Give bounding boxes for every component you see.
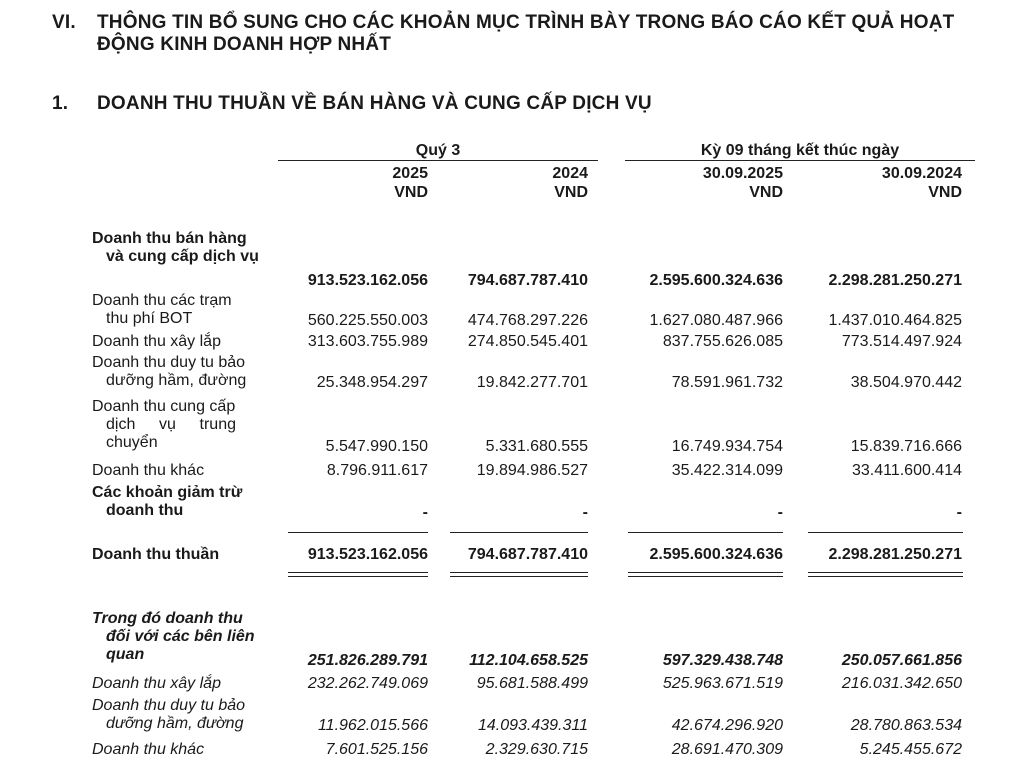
table-cell: 773.514.497.924 — [841, 333, 962, 350]
row-label — [92, 292, 282, 328]
total-double-rule — [628, 572, 783, 577]
subtotal-rule — [808, 532, 963, 533]
table-cell: 251.826.289.791 — [307, 652, 428, 669]
table-cell: 35.422.314.099 — [671, 462, 783, 479]
row-label-line: Doanh thu thuần — [92, 546, 220, 563]
table-cell: 913.523.162.056 — [307, 272, 428, 289]
total-cell: 2.595.600.324.636 — [649, 546, 783, 563]
table-cell: 837.755.626.085 — [662, 333, 783, 350]
row-label-line: đối với các bên liên quan — [106, 628, 255, 663]
row-label-line: thu phí BOT — [106, 310, 193, 327]
table-cell: 95.681.588.499 — [476, 675, 588, 692]
table-cell: 597.329.438.748 — [662, 652, 783, 669]
row-label-line: Trong đó doanh thu — [92, 610, 243, 627]
row-label-line: Doanh thu các trạm — [92, 292, 232, 309]
column-header — [258, 164, 428, 202]
table-cell: 14.093.439.311 — [477, 717, 588, 734]
subtotal-rule — [450, 532, 588, 533]
row-label — [92, 741, 282, 759]
table-cell: 19.842.277.701 — [476, 374, 588, 391]
row-label — [92, 697, 282, 733]
row-label — [92, 398, 262, 452]
table-cell: 19.894.986.527 — [476, 462, 588, 479]
table-cell: 1.627.080.487.966 — [649, 312, 783, 329]
table-cell: 313.603.755.989 — [307, 333, 428, 350]
group-underline — [278, 160, 598, 161]
column-header — [613, 164, 783, 202]
row-label-line: Doanh thu khác — [92, 741, 205, 758]
subtotal-rule — [288, 532, 428, 533]
row-label-line: Các khoản giảm trừ — [92, 484, 243, 501]
row-label — [92, 462, 282, 480]
table-cell: 474.768.297.226 — [467, 312, 588, 329]
table-cell: 8.796.911.617 — [326, 462, 428, 479]
table-cell: 274.850.545.401 — [467, 333, 588, 350]
table-cell: - — [956, 504, 962, 521]
row-label — [92, 675, 282, 693]
column-period: 2024 — [552, 165, 588, 182]
table-cell: 250.057.661.856 — [841, 652, 962, 669]
table-cell: 28.780.863.534 — [850, 717, 962, 734]
table-cell: 1.437.010.464.825 — [828, 312, 962, 329]
column-unit: VND — [554, 184, 588, 201]
row-label-line: Doanh thu cung cấp — [92, 398, 236, 415]
table-cell: 2.298.281.250.271 — [828, 272, 962, 289]
total-cell: 913.523.162.056 — [307, 546, 428, 563]
row-label — [92, 354, 282, 390]
column-unit: VND — [749, 184, 783, 201]
column-period: 30.09.2025 — [702, 165, 783, 182]
total-double-rule — [808, 572, 963, 577]
total-label — [92, 546, 282, 564]
column-period: 2025 — [392, 165, 428, 182]
total-double-rule — [288, 572, 428, 577]
table-cell: 38.504.970.442 — [850, 374, 962, 391]
row-label — [92, 333, 282, 351]
table-cell: 7.601.525.156 — [325, 741, 428, 758]
row-label-line: Doanh thu duy tu bảo — [92, 697, 246, 714]
row-label-line: doanh thu — [106, 502, 184, 519]
group-header-quarter: Quý 3 — [415, 142, 461, 159]
row-label-line: và cung cấp dịch vụ — [106, 248, 259, 265]
row-label — [92, 230, 282, 266]
table-cell: 33.411.600.414 — [851, 462, 962, 479]
table-cell: 2.595.600.324.636 — [649, 272, 783, 289]
table-cell: 11.962.015.566 — [317, 717, 428, 734]
table-cell: 25.348.954.297 — [316, 374, 428, 391]
table-cell: 2.329.630.715 — [485, 741, 588, 758]
table-cell: 78.591.961.732 — [671, 374, 783, 391]
row-label-line: dịch vụ trung chuyển — [106, 416, 236, 451]
subsection-number: 1. — [52, 93, 69, 114]
group-underline — [625, 160, 975, 161]
table-cell: 216.031.342.650 — [841, 675, 962, 692]
row-label-line: dưỡng hầm, đường — [106, 715, 244, 732]
table-cell: 16.749.934.754 — [671, 438, 783, 455]
table-cell: 5.245.455.672 — [859, 741, 962, 758]
column-unit: VND — [394, 184, 428, 201]
table-cell: - — [582, 504, 588, 521]
row-label — [92, 610, 272, 664]
total-cell: 2.298.281.250.271 — [828, 546, 962, 563]
table-cell: 112.104.658.525 — [469, 652, 588, 669]
table-cell: 15.839.716.666 — [850, 438, 962, 455]
table-cell: 5.547.990.150 — [325, 438, 428, 455]
column-header — [792, 164, 962, 202]
table-cell: 525.963.671.519 — [662, 675, 783, 692]
row-label-line: Doanh thu khác — [92, 462, 205, 479]
table-cell: 28.691.470.309 — [671, 741, 783, 758]
row-label-line: Doanh thu xây lắp — [92, 333, 221, 350]
row-label-line: dưỡng hầm, đường — [106, 372, 247, 389]
total-cell: 794.687.787.410 — [467, 546, 588, 563]
table-cell: - — [777, 504, 783, 521]
total-double-rule — [450, 572, 588, 577]
table-cell: 560.225.550.003 — [307, 312, 428, 329]
table-cell: 5.331.680.555 — [485, 438, 588, 455]
column-period: 30.09.2024 — [881, 165, 962, 182]
table-cell: 232.262.749.069 — [307, 675, 428, 692]
table-cell: 42.674.296.920 — [671, 717, 783, 734]
row-label — [92, 484, 282, 520]
subtotal-rule — [628, 532, 783, 533]
table-cell: - — [422, 504, 428, 521]
row-label-line: Doanh thu bán hàng — [92, 230, 247, 247]
row-label-line: Doanh thu xây lắp — [92, 675, 221, 692]
row-label-line: Doanh thu duy tu bảo — [92, 354, 246, 371]
column-unit: VND — [928, 184, 962, 201]
table-cell: 794.687.787.410 — [467, 272, 588, 289]
subsection-title: DOANH THU THUẦN VỀ BÁN HÀNG VÀ CUNG CẤP DỊCH VỤ — [97, 93, 652, 114]
section-number: VI. — [52, 12, 76, 33]
column-header — [418, 164, 588, 202]
section-title: THÔNG TIN BỔ SUNG CHO CÁC KHOẢN MỤC TRÌNH BÀY TRONG BÁO CÁO KẾT QUẢ HOẠT ĐỘNG KINH DOANH HỢP NHẤT — [97, 12, 955, 55]
group-header-nine-months: Kỳ 09 tháng kết thúc ngày — [700, 142, 900, 159]
